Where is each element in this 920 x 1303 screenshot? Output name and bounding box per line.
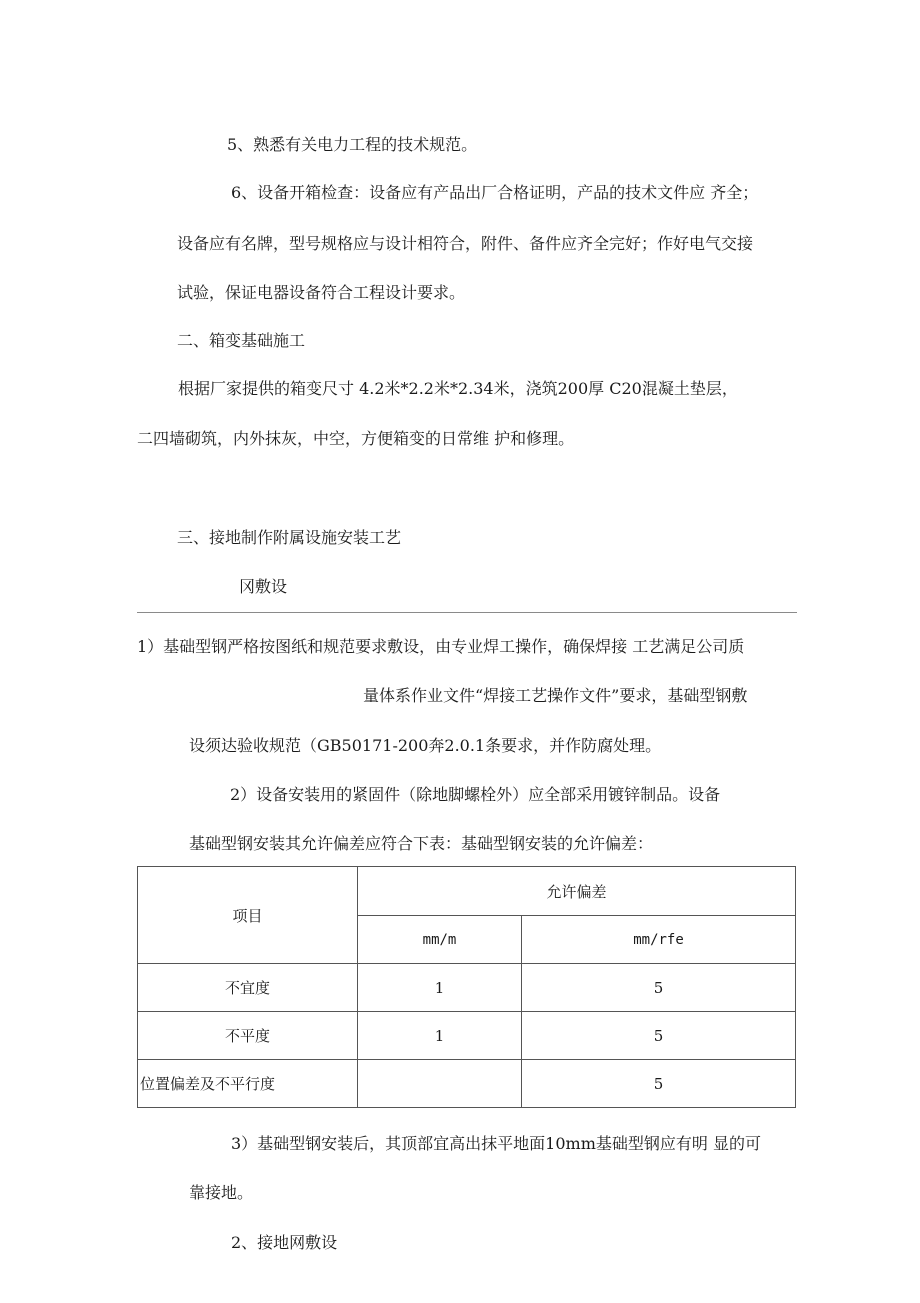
paragraph-item-5: 5、熟悉有关电力工程的技术规范。 [227,135,478,154]
header-mm-per-m: mm/m [358,916,522,964]
row-name: 不宜度 [138,964,358,1012]
item-1-line1: 1）基础型钢严格按图纸和规范要求敷设，由专业焊工操作，确保焊接 工艺满足公司质 [137,637,745,656]
row-value-total: 5 [522,1060,796,1108]
paragraph-box-line1: 根据厂家提供的箱变尺寸 4.2米*2.2米*2.34米，浇筑200厚 C20混凝土垫层， [178,379,738,398]
row-name: 不平度 [138,1012,358,1060]
table-row [138,1012,796,1060]
table-header-row [138,867,796,916]
item-1-line2: 量体系作业文件“焊接工艺操作文件”要求，基础型钢敷 [363,686,748,705]
item-2-line1: 2）设备安装用的紧固件（除地脚螺栓外）应全部采用镀锌制品。设备 [230,785,721,804]
item-3-line1: 3）基础型钢安装后，其顶部宜高出抹平地面10mm基础型钢应有明 显的可 [231,1134,761,1153]
row-value-per-m: 1 [358,964,522,1012]
divider [137,612,797,613]
row-value-total: 5 [522,1012,796,1060]
header-item: 项目 [138,867,358,964]
item-1-line3: 设须达验收规范（GB50171-200奔2.0.1条要求，并作防腐处理。 [189,736,662,755]
tolerance-table [137,866,796,1108]
subsection-title: 冈敷设 [239,577,288,596]
section-item-2: 2、接地网敷设 [231,1233,338,1252]
paragraph-item-6-line2: 设备应有名牌，型号规格应与设计相符合，附件、备件应齐全完好；作好电气交接 [177,234,754,253]
header-tolerance: 允许偏差 [358,867,796,916]
row-name: 位置偏差及不平行度 [138,1060,358,1108]
paragraph-box-line2: 二四墙砌筑，内外抹灰，中空，方便箱变的日常维 护和修理。 [137,429,575,448]
table-row [138,964,796,1012]
row-value-total: 5 [522,964,796,1012]
row-value-per-m [358,1060,522,1108]
row-value-per-m: 1 [358,1012,522,1060]
item-3-line2: 靠接地。 [189,1183,254,1202]
header-mm-per-total: mm/rfe [522,916,796,964]
item-2-line2: 基础型钢安装其允许偏差应符合下表：基础型钢安装的允许偏差： [189,834,654,853]
table-row [138,1060,796,1108]
section-heading-2: 二、箱变基础施工 [177,331,306,350]
paragraph-item-6-line3: 试验，保证电器设备符合工程设计要求。 [177,283,466,302]
section-heading-3: 三、接地制作附属设施安装工艺 [177,528,402,547]
paragraph-item-6-line1: 6、设备开箱检查：设备应有产品出厂合格证明，产品的技术文件应 齐全； [231,183,759,202]
